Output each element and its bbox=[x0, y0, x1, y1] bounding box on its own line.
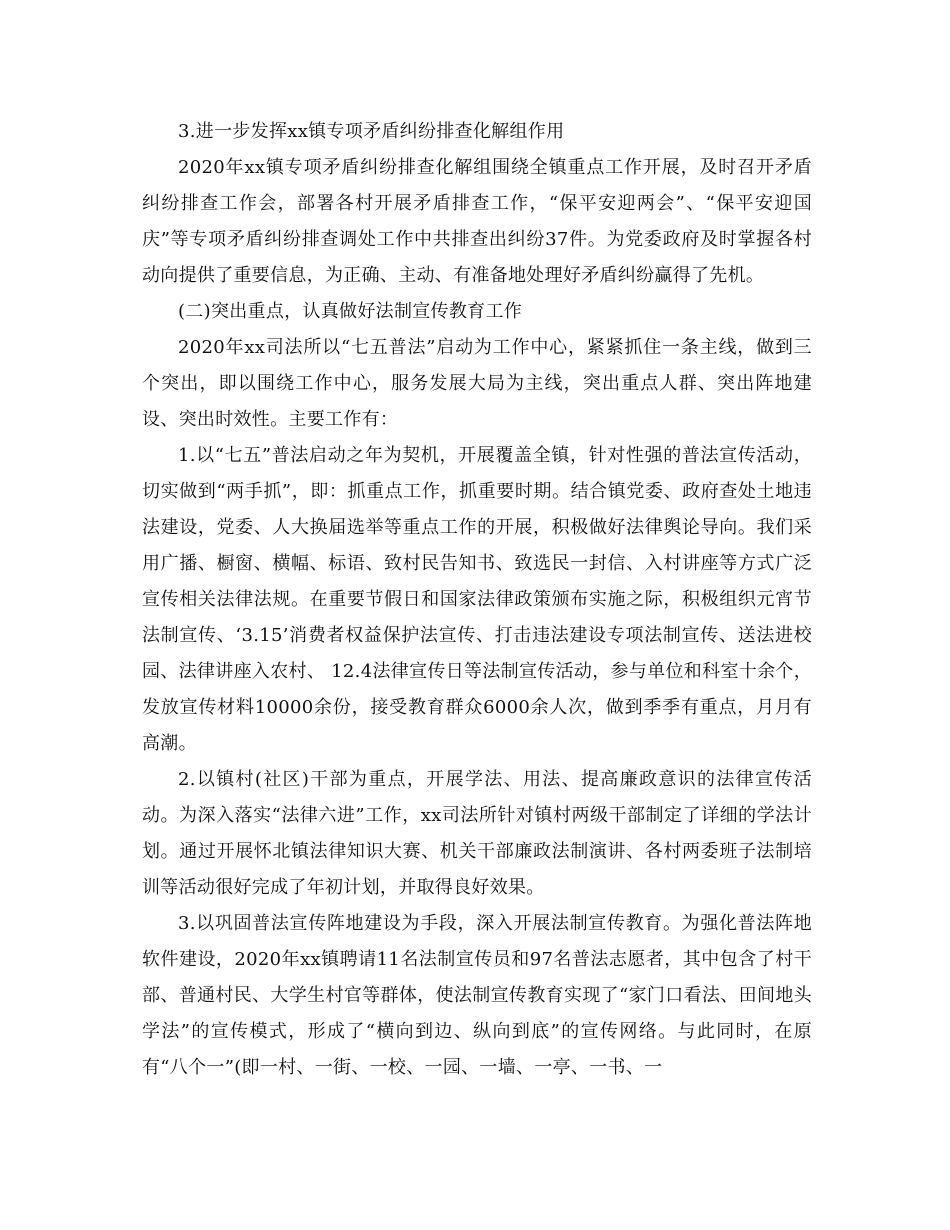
section-heading-legal-education: (二)突出重点，认真做好法制宣传教育工作 bbox=[178, 301, 523, 322]
paragraph-item-1-campaign: 1.以“七五”普法启动之年为契机，开展覆盖全镇，针对性强的普法宣传活动，切实做到“两手抓”，即：抓重点工作，抓重要时期。结合镇党委、政府查处土地违法建设，党委、人大换届选举等重点工作的开展，积极做好法律舆论导向。我们采用广播、橱窗、横幅、标语、致村民告知书、致选民一封信、入村讲座等方式广泛宣传相关法律法规。在重要节假日和国家法律政策颁布实施之际，积极组织元宵节法制宣传、‘3.15’消费者权益保护法宣传、打击违法建设专项法制宣传、送法进校园、法律讲座入农村、 12.4法律宣传日等法制宣传活动，参与单位和科室十余个，发放宣传材料10000余份，接受教育群众6000余人次，做到季季有重点，月月有高潮。 bbox=[142, 445, 812, 754]
paragraph-item-2-cadres: 2.以镇村(社区)干部为重点，开展学法、用法、提高廉政意识的法律宣传活动。为深入落实“法律六进”工作，xx司法所针对镇村两级干部制定了详细的学法计划。通过开展怀北镇法律知识大赛、机关干部廉政法制演讲、各村两委班子法制培训等活动很好完成了年初计划，并取得良好效果。 bbox=[142, 769, 812, 898]
subheading-3-mediation-group: 3.进一步发挥xx镇专项矛盾纠纷排查化解组作用 bbox=[178, 121, 565, 142]
paragraph-mediation-group: 2020年xx镇专项矛盾纠纷排查化解组围绕全镇重点工作开展，及时召开矛盾纠纷排查工作会，部署各村开展矛盾排查工作，“保平安迎两会”、“保平安迎国庆”等专项矛盾纠纷排查调处工作中共排查出纠纷37件。为党委政府及时掌握各村动向提供了重要信息，为正确、主动、有准备地处理好矛盾纠纷赢得了先机。 bbox=[142, 157, 812, 286]
paragraph-item-3-positions: 3.以巩固普法宣传阵地建设为手段，深入开展法制宣传教育。为强化普法阵地软件建设，2020年xx镇聘请11名法制宣传员和97名普法志愿者，其中包含了村干部、普通村民、大学生村官等群体，使法制宣传教育实现了“家门口看法、田间地头学法”的宣传模式，形成了“横向到边、纵向到底”的宣传网络。与此同时，在原有“八个一”(即一村、一街、一校、一园、一墙、一亭、一书、一 bbox=[142, 913, 812, 1078]
paragraph-legal-education-intro: 2020年xx司法所以“七五普法”启动为工作中心，紧紧抓住一条主线，做到三个突出，即以围绕工作中心，服务发展大局为主线，突出重点人群、突出阵地建设、突出时效性。主要工作有： bbox=[142, 337, 812, 430]
document-body bbox=[142, 114, 812, 1086]
